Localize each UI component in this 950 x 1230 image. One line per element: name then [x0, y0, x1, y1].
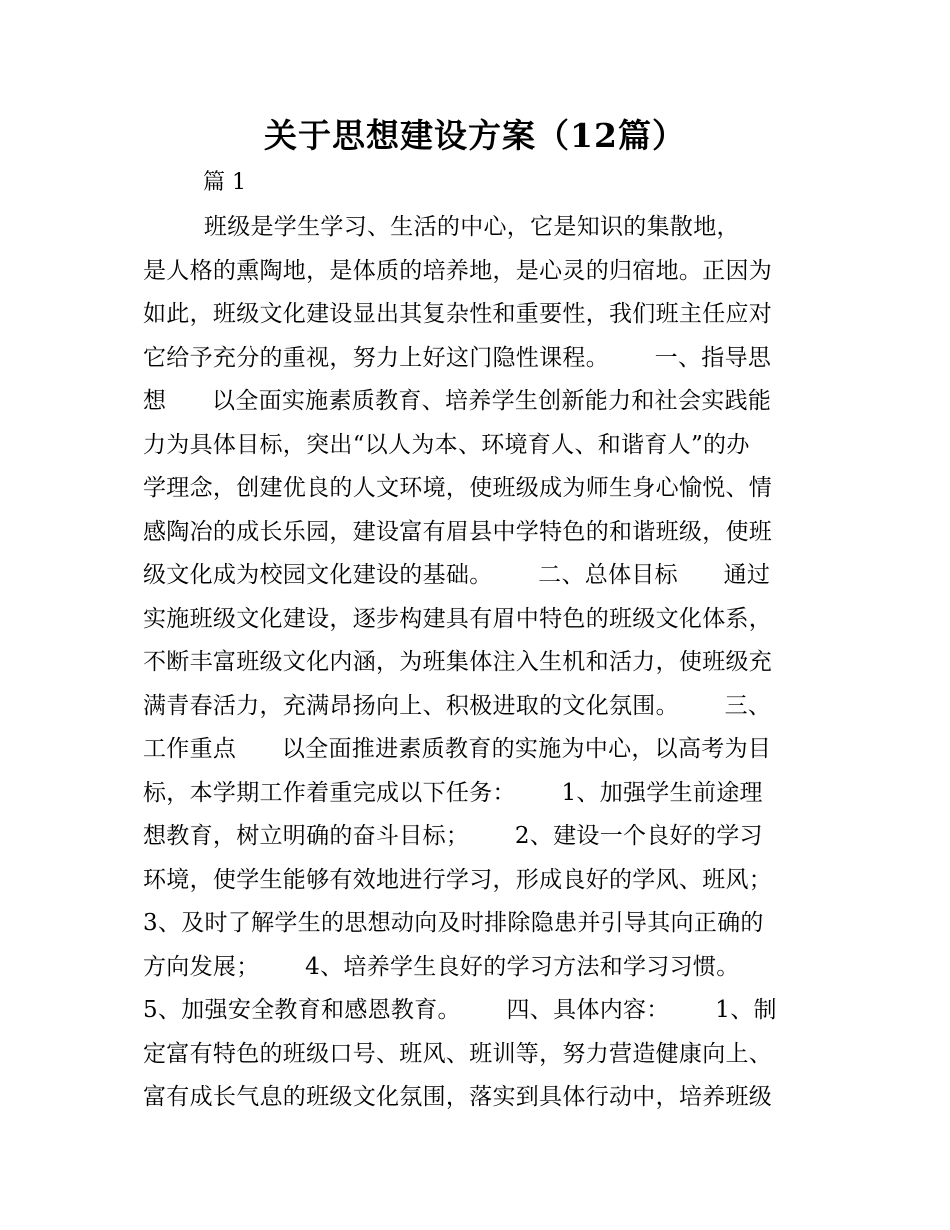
page-title: 关于思想建设方案（12篇） [264, 116, 686, 155]
text-line: 满青春活力，充满昂扬向上、积极进取的文化氛围。 三、 [143, 692, 772, 719]
text-line: 标，本学期工作着重完成以下任务： 1、加强学生前途理 [143, 779, 763, 806]
text-line: 工作重点 以全面推进素质教育的实施为中心，以高考为目 [143, 736, 772, 762]
text-line: 定富有特色的班级口号、班风、班训等，努力营造健康向上、 [143, 1040, 773, 1067]
text-line: 5、加强安全教育和感恩教育。 四、具体内容： 1、制 [143, 997, 777, 1023]
text-line: 是人格的熏陶地，是体质的培养地，是心灵的归宿地。正因为 [143, 257, 773, 284]
text-line: 想教育，树立明确的奋斗目标； 2、建设一个良好的学习 [143, 823, 763, 849]
text-line: 感陶冶的成长乐园，建设富有眉县中学特色的和谐班级，使班 [143, 518, 773, 545]
text-line: 学理念，创建优良的人文环境，使班级成为师生身心愉悦、情 [143, 475, 773, 501]
text-line: 班级是学生学习、生活的中心，它是知识的集散地， [143, 214, 740, 240]
text-line: 3、及时了解学生的思想动向及时排除隐患并引导其向正确的 [143, 910, 764, 936]
text-line: 实施班级文化建设，逐步构建具有眉中特色的班级文化体系， [143, 605, 773, 632]
section-label: 篇 1 [203, 170, 246, 195]
text-line: 想 以全面实施素质教育、培养学生创新能力和社会实践能 [143, 388, 772, 414]
text-line: 不断丰富班级文化内涵，为班集体注入生机和活力，使班级充 [143, 649, 773, 675]
text-line: 环境，使学生能够有效地进行学习，形成良好的学风、班风； [143, 866, 773, 893]
body-text [143, 206, 811, 1120]
text-line: 方向发展； 4、培养学生良好的学习方法和学习习惯。 [143, 953, 740, 980]
text-line: 它给予充分的重视，努力上好这门隐性课程。 一、指导思 [143, 344, 772, 371]
text-line: 力为具体目标，突出“以人为本、环境育人、和谐育人”的办 [143, 431, 750, 458]
text-line: 富有成长气息的班级文化氛围，落实到具体行动中，培养班级 [143, 1084, 773, 1110]
text-line: 如此，班级文化建设显出其复杂性和重要性，我们班主任应对 [143, 301, 773, 327]
text-line: 级文化成为校园文化建设的基础。 二、总体目标 通过 [143, 562, 771, 588]
